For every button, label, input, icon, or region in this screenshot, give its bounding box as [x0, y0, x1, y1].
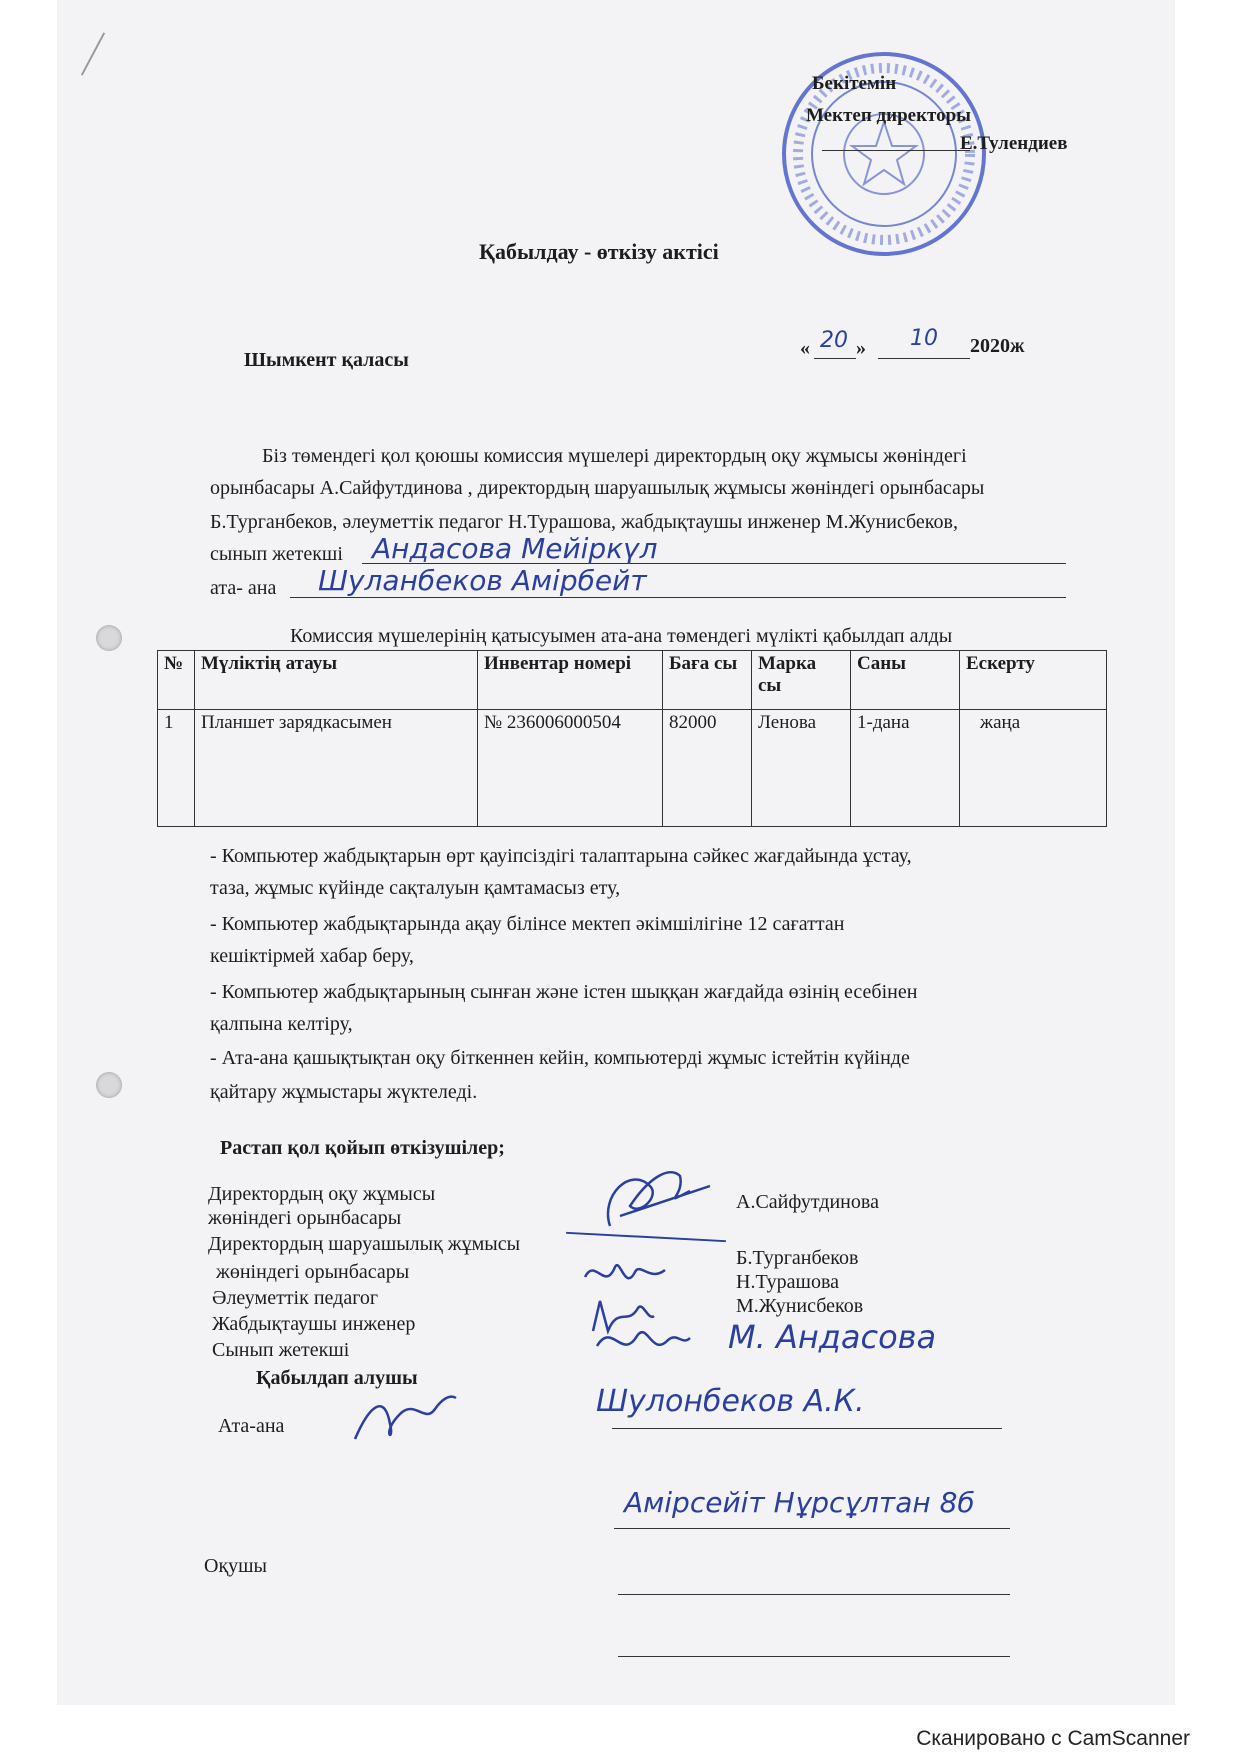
cell-brand: Ленова	[752, 710, 851, 827]
col-price: Баға сы	[663, 651, 752, 710]
intro-line-3: Б.Турганбеков, әлеуметтік педагог Н.Турашова, жабдықтаушы инженер М.Жунисбеков,	[210, 511, 958, 533]
parent-signature-name: Шулонбеков А.К.	[596, 1384, 865, 1419]
intro-line-6: Комиссия мүшелерінің қатысуымен ата-ана төмендегі мүлікті қабылдап алды	[290, 625, 953, 647]
teacher-label: сынып жетекші	[210, 543, 343, 565]
signer-role: Сынып жетекші	[212, 1339, 350, 1361]
director-sign-line	[822, 150, 970, 151]
rule-line: - Ата-ана қашықтықтан оқу біткеннен кейін, компьютерді жұмыс істейтін күйінде	[210, 1047, 910, 1069]
signature-junisbekov	[592, 1316, 692, 1366]
rule-line: - Компьютер жабдықтарында ақау білінсе мектеп әкімшілігіне 12 сағаттан	[210, 913, 845, 935]
intro-line-2: орынбасары А.Сайфутдинова , директордың шаруашылық жұмысы жөніндегі орынбасары	[210, 477, 985, 499]
document-title: Қабылдау - өткізу актісі	[479, 239, 719, 264]
signer-role: Жабдықтаушы инженер	[212, 1313, 416, 1335]
cell-quantity: 1-дана	[851, 710, 960, 827]
punch-hole	[96, 625, 122, 651]
table-header-row	[158, 651, 1107, 710]
student-signature-name: Амірсейіт Нұрсұлтан 8б	[624, 1486, 975, 1519]
approval-line-2: Мектеп директоры	[806, 105, 972, 126]
student-role: Оқушы	[204, 1555, 267, 1577]
signer-role: Әлеуметтік педагог	[212, 1287, 379, 1309]
signer-role: жөніндегі орынбасары	[208, 1207, 402, 1229]
rule-line: таза, жұмыс күйінде сақталуын қамтамасыз ету,	[210, 877, 621, 899]
col-item-name: Мүліктің атауы	[195, 651, 478, 710]
col-inventory-number: Инвентар номері	[478, 651, 663, 710]
rule-line: - Компьютер жабдықтарын өрт қауіпсіздігі талаптарына сәйкес жағдайында ұстау,	[210, 845, 912, 867]
signer-name: А.Сайфутдинова	[736, 1191, 879, 1213]
teacher-signature-name: М. Андасова	[728, 1318, 937, 1356]
cell-inventory-number: № 236006000504	[478, 710, 663, 827]
cell-number: 1	[158, 710, 195, 827]
date-day-line	[814, 358, 856, 359]
inventory-table	[157, 650, 1107, 827]
receivers-heading: Қабылдап алушы	[256, 1367, 418, 1389]
date-year: 2020ж	[970, 335, 1025, 357]
date-open-quote: «	[800, 337, 810, 359]
director-name: Е.Тулендиев	[960, 133, 1068, 154]
col-number: №	[158, 651, 195, 710]
cell-note: жаңа	[960, 710, 1107, 827]
col-quantity: Саны	[851, 651, 960, 710]
city-name: Шымкент қаласы	[244, 349, 409, 371]
signer-name: М.Жунисбеков	[736, 1295, 864, 1317]
date-close-quote: »	[856, 337, 866, 359]
signer-name: Б.Турганбеков	[736, 1247, 859, 1269]
signer-role: жөніндегі орынбасары	[216, 1261, 410, 1283]
signature-parent	[350, 1384, 460, 1454]
signature-turganbekov	[580, 1252, 670, 1302]
intro-line-1: Біз төмендегі қол қоюшы комиссия мүшелері директордың оқу жұмысы жөніндегі	[262, 445, 967, 467]
punch-hole	[96, 1072, 122, 1098]
parent-fill-line	[290, 597, 1066, 598]
signer-role: Директордың оқу жұмысы	[208, 1183, 436, 1205]
cell-price: 82000	[663, 710, 752, 827]
rule-line: қалпына келтіру,	[210, 1013, 353, 1035]
parent-name-handwritten: Шуланбеков Амірбейт	[318, 564, 647, 597]
parent-role: Ата-ана	[218, 1415, 285, 1437]
signer-role: Директордың шаруашылық жұмысы	[208, 1233, 521, 1255]
extra-sign-line	[618, 1656, 1010, 1657]
extra-sign-line	[618, 1594, 1010, 1595]
parent-label: ата- ана	[210, 577, 277, 599]
teacher-name-handwritten: Андасова Мейіркүл	[372, 532, 658, 565]
col-brand: Марка сы	[752, 651, 851, 710]
rule-line: қайтару жұмыстары жүктеледі.	[210, 1081, 478, 1103]
signer-name: Н.Турашова	[736, 1271, 839, 1293]
rule-line: кешіктірмей хабар беру,	[210, 945, 414, 967]
rule-line: - Компьютер жабдықтарының сынған және істен шыққан жағдайда өзінің есебінен	[210, 981, 918, 1003]
parent-sign-line	[612, 1428, 1002, 1429]
date-month: 10	[910, 326, 938, 351]
cell-item-name: Планшет зарядкасымен	[195, 710, 478, 827]
date-month-line	[878, 358, 970, 359]
date-day: 20	[820, 328, 848, 353]
table-row	[158, 710, 1107, 827]
signature-saifutdinova	[590, 1156, 720, 1246]
signers-heading: Растап қол қойып өткізушілер;	[220, 1137, 505, 1159]
student-sign-line	[614, 1528, 1010, 1529]
approval-line-1: Бекітемін	[812, 73, 897, 94]
col-note: Ескерту	[960, 651, 1107, 710]
scanner-watermark: Сканировано с CamScanner	[916, 1727, 1190, 1750]
